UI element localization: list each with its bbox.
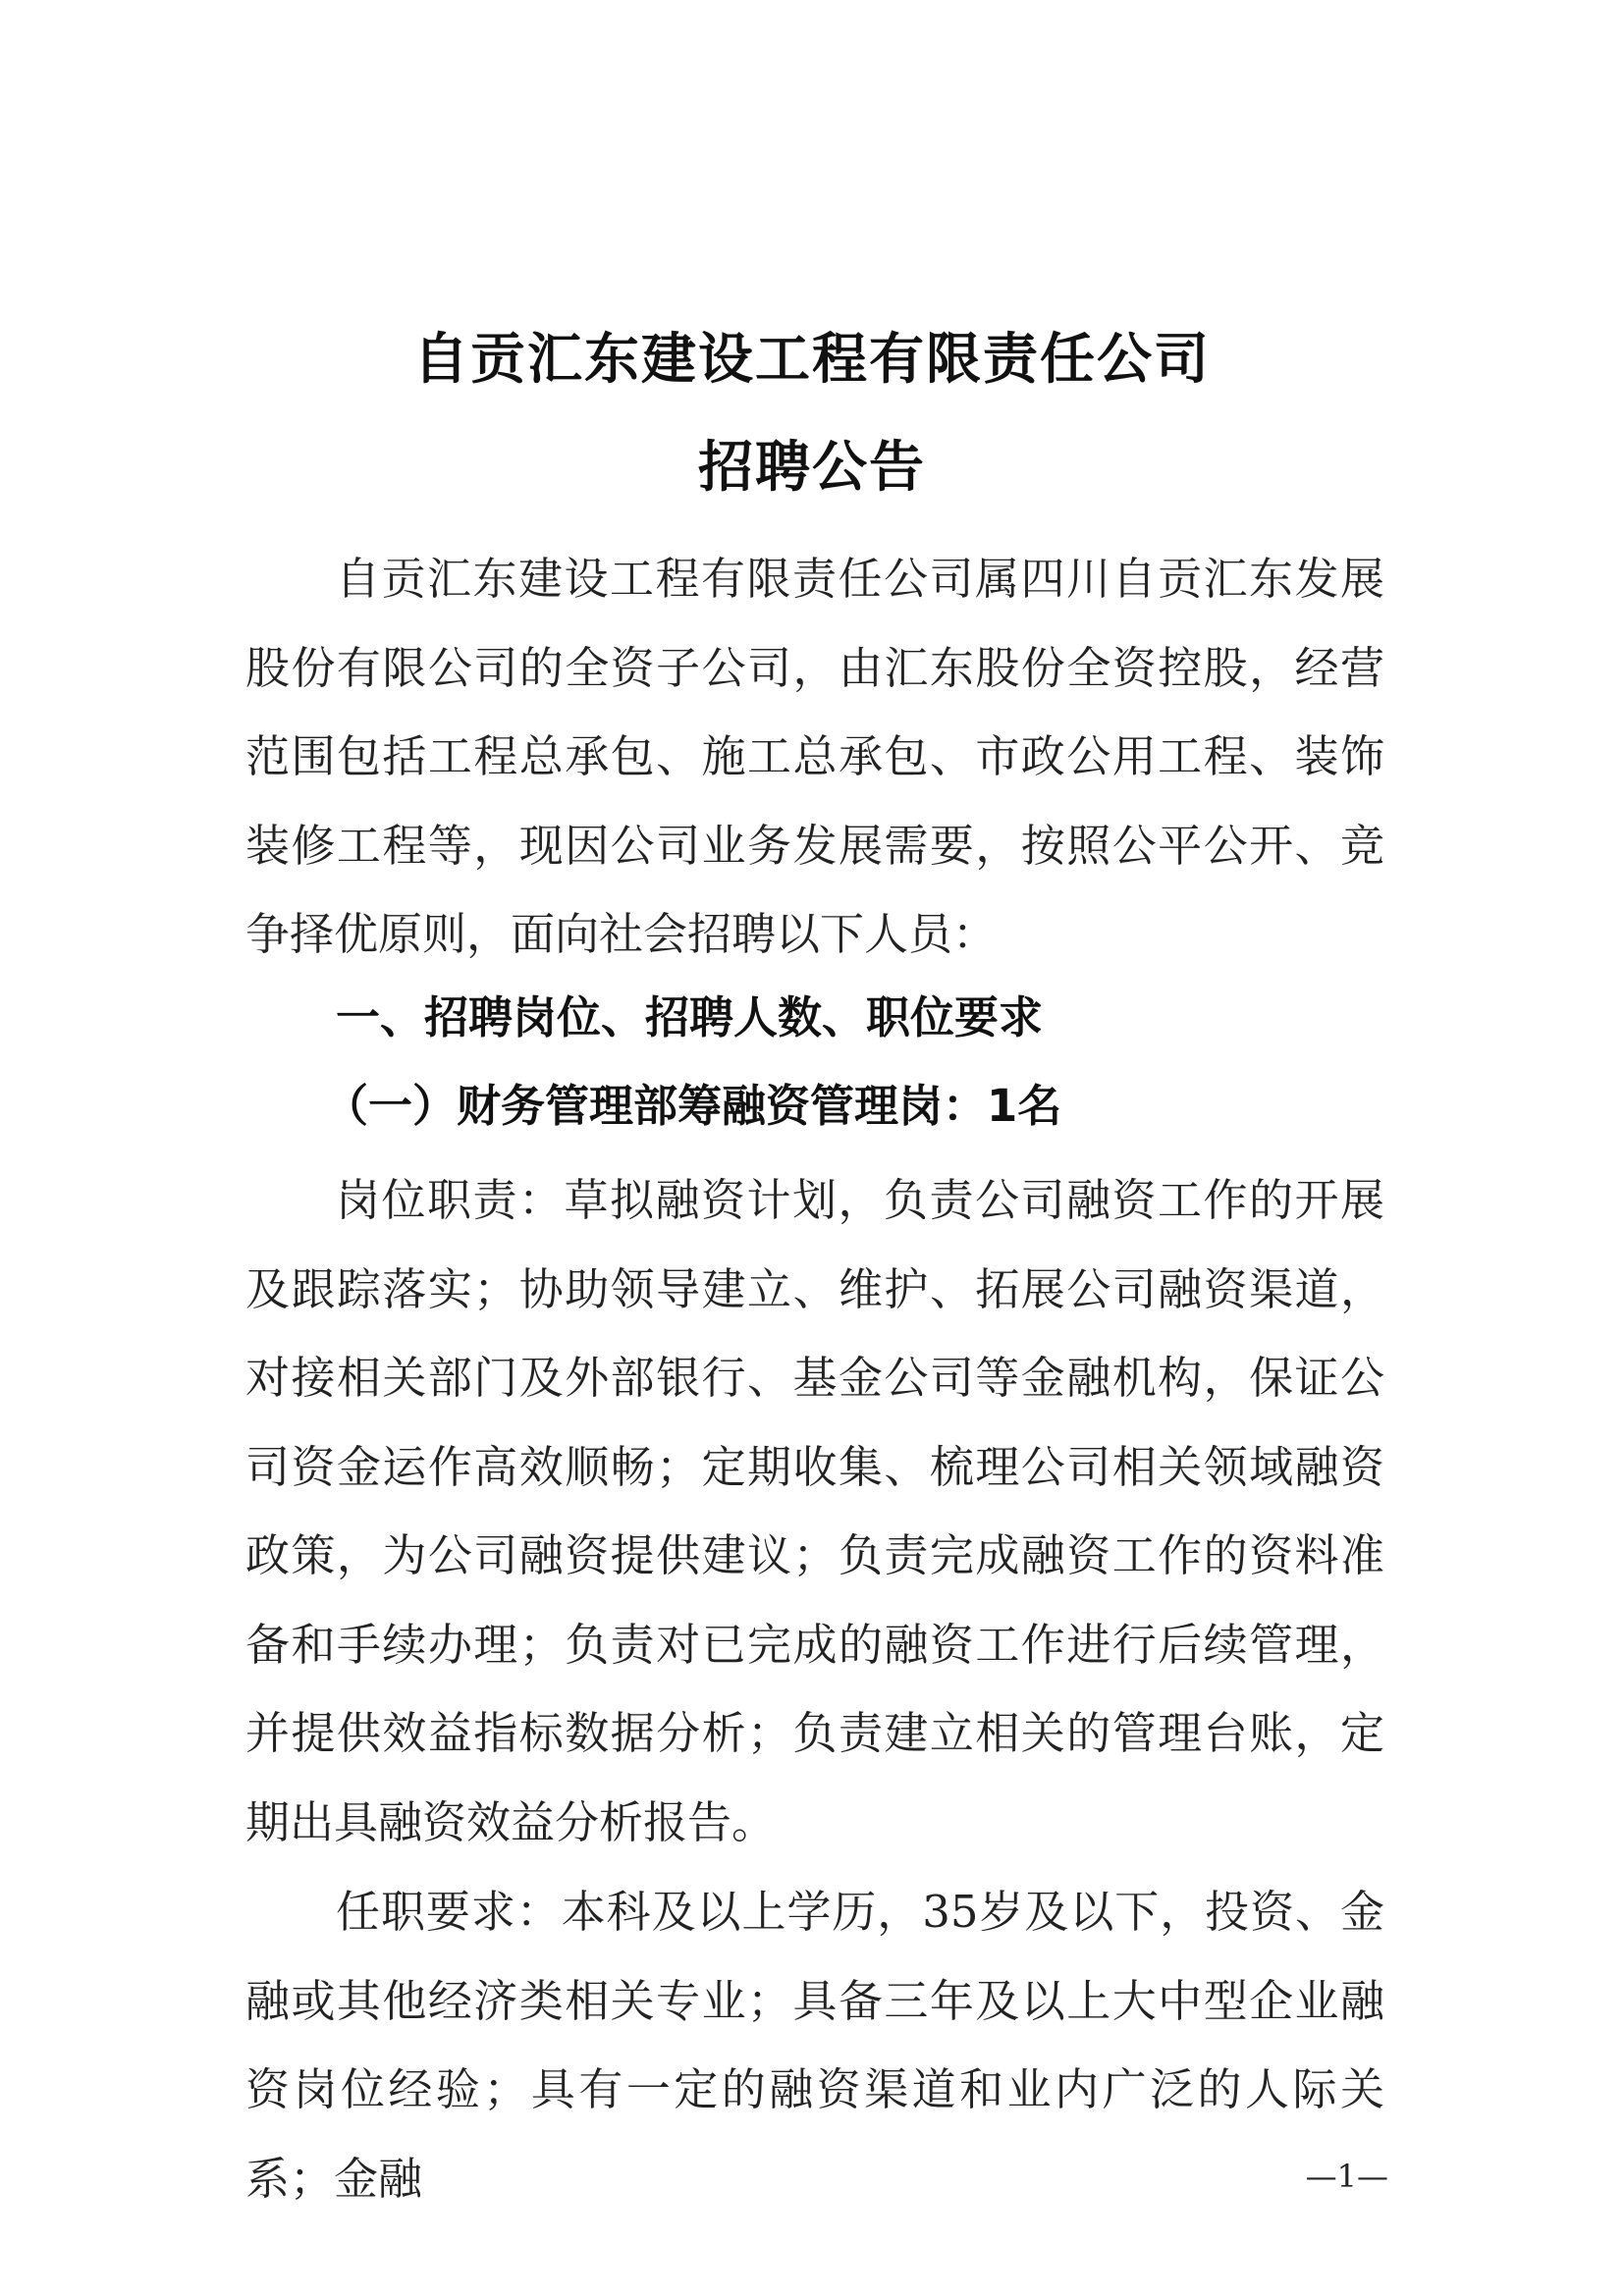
page-number: —1— [1305,2158,1388,2195]
requirements-paragraph: 任职要求：本科及以上学历，35岁及以下，投资、金融或其他经济类相关专业；具备三年及以上大中型企业融资岗位经验；具有一定的融资渠道和业内广泛的人际关系；金融 [245,1886,1384,2205]
duties-paragraph: 岗位职责：草拟融资计划，负责公司融资工作的开展及跟踪落实；协助领导建立、维护、拓展公司融资渠道，对接相关部门及外部银行、基金公司等金融机构，保证公司资金运作高效顺畅；定期收集、梳理公司相关领域融资政策，为公司融资提供建议；负责完成融资工作的资料准备和手续办理；负责对已完成的融资工作进行后续管理，并提供效益指标数据分析；负责建立相关的管理台账，定期出具融资效益分析报告。 [245,1174,1384,1848]
intro-paragraph: 自贡汇东建设工程有限责任公司属四川自贡汇东发展股份有限公司的全资子公司，由汇东股份全资控股，经营范围包括工程总承包、施工总承包、市政公用工程、装饰装修工程等，现因公司业务发展需要，按照公平公开、竞争择优原则，面向社会招聘以下人员： [245,553,1384,960]
subsection-heading: （一）财务管理部筹融资管理岗：1名 [324,1080,1062,1132]
document-title-announcement: 招聘公告 [698,436,926,500]
section-heading: 一、招聘岗位、招聘人数、职位要求 [336,991,1044,1043]
document-title-company: 自贡汇东建设工程有限责任公司 [413,328,1211,392]
